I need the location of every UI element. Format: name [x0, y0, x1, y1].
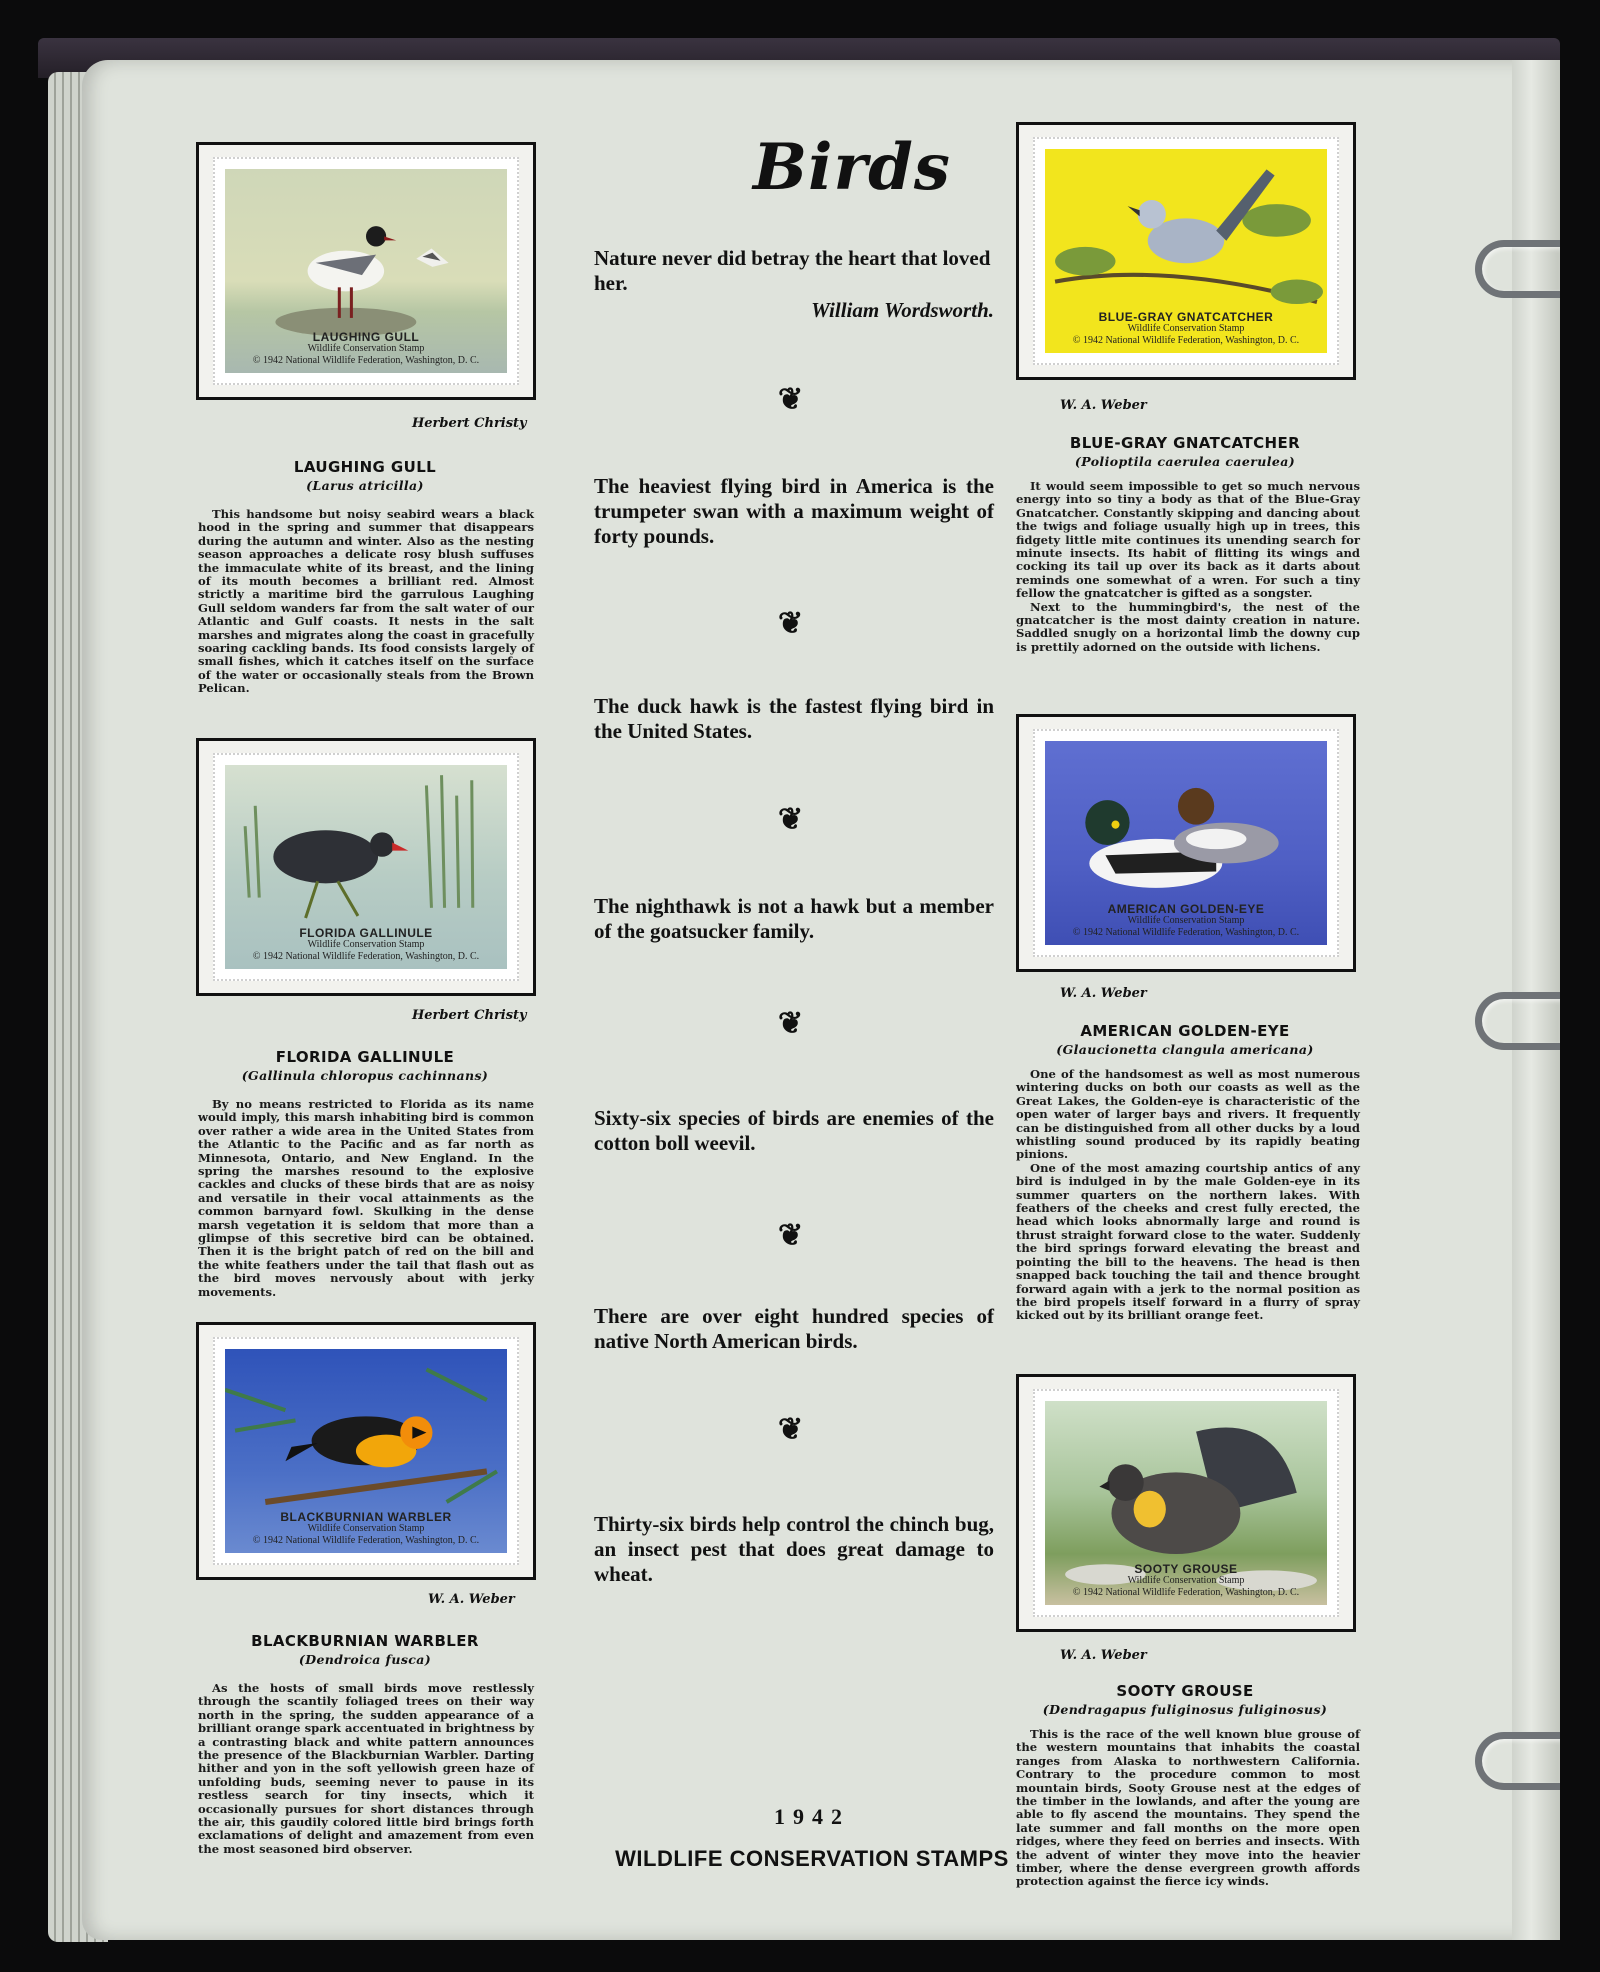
stamp-frame-florida-gallinule [196, 738, 536, 996]
ornament-icon: ❦ [778, 1006, 804, 1041]
description-paragraph: By no means restricted to Florida as its name would imply, this marsh inhabiting bird is common over rather a wide area in the United States from the Atlantic to the Pacific and as far north as Minnesota, Ontario, and New England. In the spring the marshes resound to the explosive cackles and clucks of these birds that are as noisy and versatile in their vocal attainments as the common barnyard fowl. Skulking in the dense marsh vegetation it is seldom that more than a glimpse of this secretive bird can be obtained. Then it is the bright patch of red on the bill and the white feathers under the tail that flash out as the bird moves nervously about with jerky movements. [198, 1097, 534, 1299]
description-paragraph: One of the handsomest as well as most numerous wintering ducks on both our coasts as well as the Great Lakes, the Golden-eye is characteristic of the open water of larger bays and rivers. It frequently can be distinguished from all other ducks by a loud whistling sound produced by its rapidly beating pinions. [1016, 1067, 1360, 1162]
stamp-frame-blue-gray-gnatcatcher [1016, 122, 1356, 380]
ornament-icon: ❦ [778, 1218, 804, 1253]
fact-1: The heaviest flying bird in America is the trumpeter swan with a maximum weight of forty pounds. [594, 474, 994, 548]
page-title: Birds [753, 130, 951, 205]
stamp-line1: Wildlife Conservation Stamp [307, 343, 425, 354]
album-page [82, 60, 1560, 1940]
artist-credit: Herbert Christy [412, 416, 527, 431]
bird-description [1016, 1068, 1360, 1323]
stamp [1033, 1389, 1339, 1617]
description-paragraph: One of the most amazing courtship antics of any bird is indulged in by the male Golden-eye in its summer quarters on the northern lakes. With feathers of the cheeks and crest fully erected, the head which looks abnormally large and round is thrust straight forward close to the water. Suddenly the bird springs forward elevating the breast and pointing the bill to the heavens. The head is then snapped back touching the tail and thence brought forward again with a jerk to the normal position as the bird propels itself forward in a flurry of spray kicked out by its brilliant orange feet. [1016, 1160, 1360, 1323]
bird-heading [200, 1048, 530, 1083]
stamp-art-american-golden-eye [1045, 741, 1327, 945]
binder-ring-icon [1475, 992, 1560, 1050]
stamp-frame-laughing-gull [196, 142, 536, 400]
footer-title: WILDLIFE CONSERVATION STAMPS [615, 1846, 1009, 1871]
bird-name: SOOTY GROUSE [1116, 1682, 1254, 1700]
artist-credit: W. A. Weber [1060, 986, 1147, 1001]
stamp [1033, 137, 1339, 365]
stamp-caption [225, 1511, 507, 1547]
stamp [1033, 729, 1339, 957]
fact-6: Thirty-six birds help control the chinch bug, an insect pest that does great damage to wheat. [594, 1512, 994, 1586]
binder-ring-icon [1475, 240, 1560, 298]
bird-name: AMERICAN GOLDEN-EYE [1080, 1022, 1290, 1040]
fact-2: The duck hawk is the fastest flying bird in the United States. [594, 694, 994, 743]
stamp-caption [1045, 903, 1327, 939]
bird-heading [1012, 1682, 1358, 1717]
stamp-line2: © 1942 National Wildlife Federation, Washington, D. C. [252, 1535, 480, 1546]
stamp-art-florida-gallinule [225, 765, 507, 969]
bird-scientific-name: (Gallinula chloropus cachinnans) [241, 1068, 489, 1083]
bird-name: BLUE-GRAY GNATCATCHER [1069, 434, 1301, 452]
stamp-name: LAUGHING GULL [312, 330, 420, 344]
bird-scientific-name: (Dendragapus fuliginosus fuliginosus) [1042, 1702, 1328, 1717]
stamp-line1: Wildlife Conservation Stamp [307, 939, 425, 950]
artist-credit: W. A. Weber [1060, 398, 1147, 413]
stamp-line1: Wildlife Conservation Stamp [1127, 915, 1245, 926]
bird-heading [200, 1632, 530, 1667]
stamp-caption [1045, 311, 1327, 347]
stamp-line2: © 1942 National Wildlife Federation, Washington, D. C. [1072, 335, 1300, 346]
stamp-frame-blackburnian-warbler [196, 1322, 536, 1580]
bird-description [1016, 480, 1360, 654]
stamp-name: BLACKBURNIAN WARBLER [280, 1510, 452, 1524]
stamp-line1: Wildlife Conservation Stamp [1127, 1575, 1245, 1586]
description-paragraph: As the hosts of small birds move restlessly through the scantily foliaged trees on their way north in the spring, the sudden appearance of a brilliant orange spark accentuated in brightness by a contrasting black and white pattern announces the presence of the Blackburnian Warbler. Darting hither and yon in the soft yellowish green haze of unfolding buds, seeming never to pause in its restless search for tiny insects, which it occasionally pursues for short distances through the air, this gaudily colored little bird brings forth exclamations of delight and amazement from even the most seasoned bird observer. [198, 1681, 534, 1856]
stamp-line2: © 1942 National Wildlife Federation, Washington, D. C. [252, 355, 480, 366]
stamp-caption [225, 927, 507, 963]
binder-ring-icon [1475, 1732, 1560, 1790]
bird-description [198, 1098, 534, 1299]
stamp [213, 157, 519, 385]
stamp-art-blackburnian-warbler [225, 1349, 507, 1553]
description-paragraph: This is the race of the well known blue grouse of the western mountains that inhabits the coastal ranges from Alaska to northwestern California. Contrary to the procedure common to most mountain birds, Sooty Grouse nest at the edges of the timber in the lowlands, and after the young are able to fly ascend the mountains. They spend the late summer and fall months on the more open ridges, where they feed on berries and insects. With the advent of winter they move into the heavier timber, where the dense evergreen growth affords protection against the fierce icy winds. [1016, 1727, 1360, 1889]
artist-credit: W. A. Weber [428, 1592, 515, 1607]
year-label: 1942 [774, 1804, 850, 1829]
bird-scientific-name: (Glaucionetta clangula americana) [1056, 1042, 1314, 1057]
stamp-art-blue-gray-gnatcatcher [1045, 149, 1327, 353]
description-paragraph: This handsome but noisy seabird wears a black hood in the spring and summer that disappears during the autumn and winter. Also as the nesting season approaches a delicate rosy blush suffuses the immaculate white of its breast, and the lining of its mouth becomes a brilliant red. Almost strictly a maritime bird the garrulous Laughing Gull seldom wanders far from the salt water of our Atlantic and Gulf coasts. It nests in the salt marshes and migrates along the coast in gracefully soaring cackling bands. Its food consists largely of small fishes, which it catches itself on the surface of the water or occasionally steals from the Brown Pelican. [198, 507, 534, 696]
bird-heading [1012, 1022, 1358, 1057]
fact-3: The nighthawk is not a hawk but a member of the goatsucker family. [594, 894, 994, 943]
bird-description [198, 508, 534, 696]
stamp-art-laughing-gull [225, 169, 507, 373]
stamp-caption [1045, 1563, 1327, 1599]
bird-scientific-name: (Dendroica fusca) [298, 1652, 432, 1667]
bird-name: LAUGHING GULL [293, 458, 437, 476]
fact-4: Sixty-six species of birds are enemies of the cotton boll weevil. [594, 1106, 994, 1155]
stamp-caption [225, 331, 507, 367]
ornament-icon: ❦ [778, 606, 804, 641]
stamp-frame-american-golden-eye [1016, 714, 1356, 972]
bird-heading [200, 458, 530, 493]
bird-description [1016, 1728, 1360, 1889]
bird-name: BLACKBURNIAN WARBLER [251, 1632, 479, 1650]
artist-credit: W. A. Weber [1060, 1648, 1147, 1663]
quote-author: William Wordsworth. [811, 298, 994, 322]
stamp-name: AMERICAN GOLDEN-EYE [1107, 902, 1265, 916]
stamp-frame-sooty-grouse [1016, 1374, 1356, 1632]
stamp-name: BLUE-GRAY GNATCATCHER [1098, 310, 1274, 324]
ornament-icon: ❦ [778, 802, 804, 837]
bird-description [198, 1682, 534, 1856]
stamp-line2: © 1942 National Wildlife Federation, Washington, D. C. [1072, 1587, 1300, 1598]
stamp [213, 753, 519, 981]
stamp-line2: © 1942 National Wildlife Federation, Washington, D. C. [1072, 927, 1300, 938]
bird-heading [1012, 434, 1358, 469]
description-paragraph: Next to the hummingbird's, the nest of the gnatcatcher is the most dainty creation in nature. Saddled snugly on a horizontal limb the downy cup is prettily adorned on the outside with lichens. [1016, 599, 1360, 654]
stamp-art-sooty-grouse [1045, 1401, 1327, 1605]
bird-name: FLORIDA GALLINULE [275, 1048, 455, 1066]
bird-scientific-name: (Polioptila caerulea caerulea) [1074, 454, 1296, 469]
stamp-line2: © 1942 National Wildlife Federation, Washington, D. C. [252, 951, 480, 962]
stamp-line1: Wildlife Conservation Stamp [1127, 323, 1245, 334]
fact-5: There are over eight hundred species of native North American birds. [594, 1304, 994, 1353]
quote [594, 246, 994, 323]
stamp [213, 1337, 519, 1565]
ornament-icon: ❦ [778, 1412, 804, 1447]
quote-text: Nature never did betray the heart that loved her. [594, 246, 991, 295]
bird-scientific-name: (Larus atricilla) [306, 478, 424, 493]
stamp-line1: Wildlife Conservation Stamp [307, 1523, 425, 1534]
stamp-name: SOOTY GROUSE [1134, 1562, 1238, 1576]
description-paragraph: It would seem impossible to get so much nervous energy into so tiny a body as that of the Blue-Gray Gnatcatcher. Constantly skipping and dancing about the twigs and foliage usually high up in trees, this fidgety little mite continues its unending search for minute insects. Its habit of flitting its wings and cocking its tail up over its back as it darts about reminds one somewhat of a wren. For such a tiny fellow the gnatcatcher is gifted as a songster. [1016, 479, 1360, 601]
artist-credit: Herbert Christy [412, 1008, 527, 1023]
stamp-name: FLORIDA GALLINULE [299, 926, 433, 940]
ornament-icon: ❦ [778, 382, 804, 417]
